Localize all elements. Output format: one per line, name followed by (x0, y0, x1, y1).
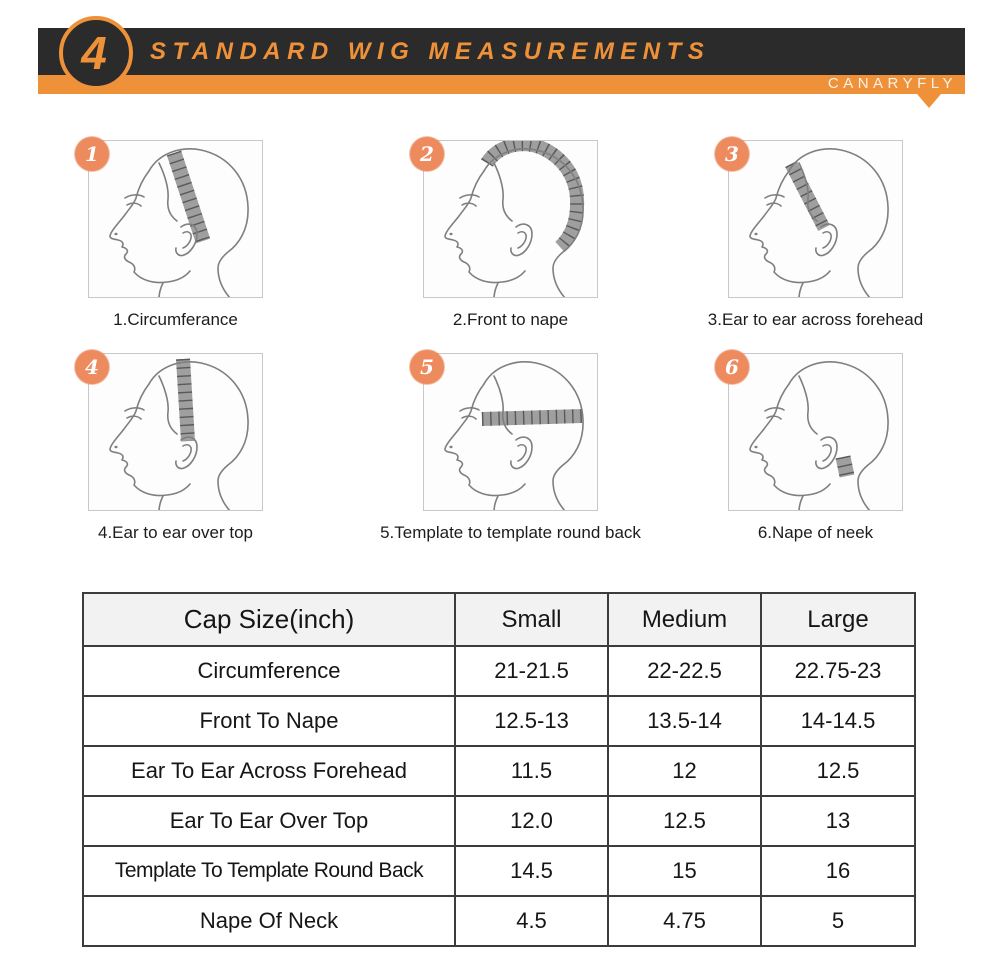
measurement-name: Front To Nape (83, 696, 455, 746)
figure-number-badge (410, 350, 444, 384)
nostril-dot (114, 446, 117, 448)
measurement-value: 21-21.5 (455, 646, 608, 696)
figure-3 (707, 140, 924, 329)
measurement-value: 22.75-23 (761, 646, 915, 696)
figure-number: 2 (420, 142, 434, 166)
header-accent-bar (38, 75, 965, 94)
brand-name: CANARYFLY (827, 75, 957, 92)
nostril-dot (754, 233, 757, 235)
head-diagram-box (423, 140, 598, 298)
head-diagram-box (88, 140, 263, 298)
header-bar (38, 28, 965, 75)
figure-number: 1 (85, 142, 99, 166)
figure-number-badge (75, 350, 109, 384)
figure-number: 6 (725, 355, 739, 379)
measurement-value: 14.5 (455, 846, 608, 896)
head-diagram-box (728, 353, 903, 511)
figure-number: 3 (725, 142, 739, 166)
measurement-name: Template To Template Round Back (83, 846, 455, 896)
measurement-value: 16 (761, 846, 915, 896)
head-diagram-box (423, 353, 598, 511)
nostril-dot (449, 233, 452, 235)
table-header-row (83, 593, 915, 646)
nostril-dot (114, 233, 117, 235)
head-illustration-svg (89, 141, 263, 298)
figure-number: 4 (85, 355, 99, 379)
figure-number-badge (75, 137, 109, 171)
brand-pointer-icon (917, 94, 941, 108)
head-illustration-svg (424, 141, 598, 298)
head-illustration-svg (729, 141, 903, 298)
figure-5 (380, 353, 641, 542)
table-row (83, 896, 915, 946)
measurement-value: 4.75 (608, 896, 761, 946)
measurement-value: 5 (761, 896, 915, 946)
measurement-value: 12.5 (608, 796, 761, 846)
table-row (83, 646, 915, 696)
measurement-name: Ear To Ear Over Top (83, 796, 455, 846)
head-outline (750, 362, 888, 511)
figure-label: 2.Front to nape (452, 310, 569, 329)
measurement-value: 13.5-14 (608, 696, 761, 746)
table-row (83, 696, 915, 746)
figure-number: 5 (420, 355, 434, 379)
measuring-tape-band (174, 153, 203, 241)
step-number: 4 (81, 27, 107, 79)
figure-2 (420, 140, 598, 329)
size-table-body (83, 646, 915, 946)
column-header: Medium (608, 593, 761, 646)
figure-label: 3.Ear to ear across forehead (707, 310, 924, 329)
figure-4 (85, 353, 263, 542)
step-badge (59, 16, 133, 90)
table-row (83, 846, 915, 896)
nostril-dot (754, 446, 757, 448)
figure-number-badge (410, 137, 444, 171)
head-diagram-box (728, 140, 903, 298)
table-row (83, 746, 915, 796)
figure-label: 5.Template to template round back (380, 523, 641, 542)
column-header: Small (455, 593, 608, 646)
figure-number-badge (715, 350, 749, 384)
figure-label: 4.Ear to ear over top (98, 523, 253, 542)
head-illustration-svg (424, 354, 598, 511)
measurement-value: 12.5 (761, 746, 915, 796)
measurement-value: 12.0 (455, 796, 608, 846)
measurement-value: 15 (608, 846, 761, 896)
head-illustration-svg (729, 354, 903, 511)
column-header: Large (761, 593, 915, 646)
measurement-name: Circumference (83, 646, 455, 696)
head-outline (445, 362, 583, 511)
head-illustration-svg (89, 354, 263, 511)
figure-number-badge (715, 137, 749, 171)
size-table (82, 592, 916, 947)
figure-6 (725, 353, 903, 542)
measurement-value: 22-22.5 (608, 646, 761, 696)
measurement-value: 11.5 (455, 746, 608, 796)
measurement-name: Nape Of Neck (83, 896, 455, 946)
measurement-value: 12.5-13 (455, 696, 608, 746)
measurement-name: Ear To Ear Across Forehead (83, 746, 455, 796)
figure-1 (85, 140, 263, 329)
measurement-value: 12 (608, 746, 761, 796)
measurement-value: 14-14.5 (761, 696, 915, 746)
table-row (83, 796, 915, 846)
size-table-head (83, 593, 915, 646)
figure-label: 1.Circumferance (113, 310, 238, 329)
column-header: Cap Size(inch) (83, 593, 455, 646)
nostril-dot (449, 446, 452, 448)
figure-label: 6.Nape of neek (757, 523, 874, 542)
measurement-value: 13 (761, 796, 915, 846)
page-title: STANDARD WIG MEASUREMENTS (150, 38, 711, 65)
head-diagram-box (88, 353, 263, 511)
measurement-value: 4.5 (455, 896, 608, 946)
